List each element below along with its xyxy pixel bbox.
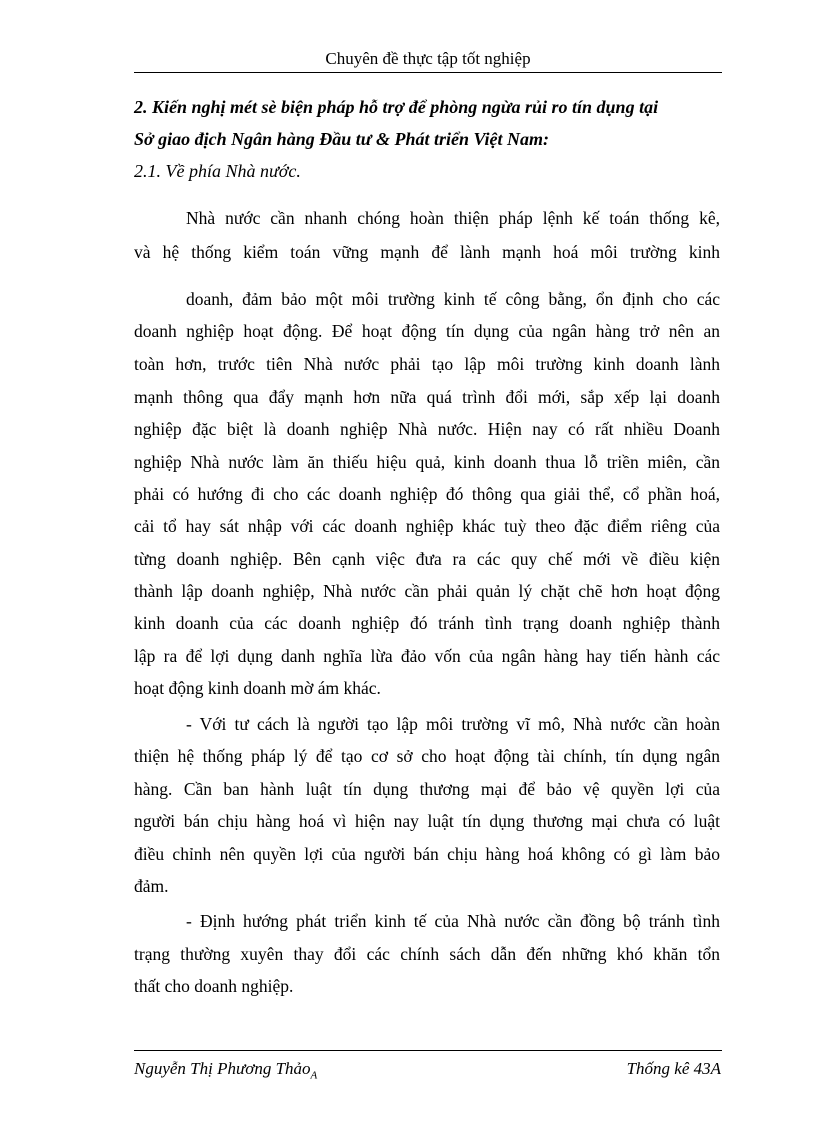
footer-divider [134,1050,722,1051]
paragraph-3-line: người bán chịu hàng hoá vì hiện nay luật tín dụng thương mại chưa có luật [134,811,720,831]
paragraph-2-line: phải có hướng đi cho các doanh nghiệp đó thông qua giải thể, cổ phần hoá, [134,484,720,504]
paragraph-1-line: và hệ thống kiểm toán vững mạnh để lành mạnh hoá môi trường kinh [134,242,720,262]
paragraph-2-line: doanh, đảm bảo một môi trường kinh tế công bằng, ổn định cho các [186,289,720,309]
paragraph-1-line: Nhà nước cần nhanh chóng hoàn thiện pháp lệnh kế toán thống kê, [186,208,720,228]
paragraph-2-line: nghiệp Nhà nước làm ăn thiếu hiệu quả, kinh doanh thua lỗ triền miên, cần [134,452,720,472]
paragraph-3-line: hàng. Cần ban hành luật tín dụng thương mại để bảo vệ quyền lợi của [134,779,720,799]
paragraph-2-line: doanh nghiệp hoạt động. Để hoạt động tín dụng của ngân hàng trở nên an [134,321,720,341]
paragraph-3-line: - Với tư cách là người tạo lập môi trường vĩ mô, Nhà nước cần hoàn [186,714,720,734]
paragraph-4-line: trạng thường xuyên thay đổi các chính sách dẫn đến những khó khăn tổn [134,944,720,964]
paragraph-2-line: mạnh thông qua đẩy mạnh hơn nữa quá trình đổi mới, sắp xếp lại doanh [134,387,720,407]
paragraph-2-line: lập ra để lợi dụng danh nghĩa lừa đảo vốn của ngân hàng hay tiến hành các [134,646,720,666]
footer-author-name: Nguyễn Thị Phương Thảo [134,1059,311,1078]
paragraph-3-line: thiện hệ thống pháp lý để tạo cơ sở cho hoạt động tài chính, tín dụng ngân [134,746,720,766]
paragraph-4-line: thất cho doanh nghiệp. [134,976,294,996]
section-heading-line-1: 2. Kiến nghị mét sè biện pháp hỗ trợ để phòng ngừa rủi ro tín dụng tại [134,97,659,117]
footer-author [134,1058,317,1086]
paragraph-2-line: thành lập doanh nghiệp, Nhà nước cần phải quản lý chặt chẽ hơn hoạt động [134,581,720,601]
subsection-heading: 2.1. Về phía Nhà nước. [134,161,301,181]
paragraph-2-line: toàn hơn, trước tiên Nhà nước phải tạo lập môi trường kinh doanh lành [134,354,720,374]
page-header-title: Chuyên đề thực tập tốt nghiệp [325,49,531,68]
paragraph-3-line: đảm. [134,876,169,896]
header-divider [134,72,722,73]
paragraph-2-line: kinh doanh của các doanh nghiệp đó tránh tình trạng doanh nghiệp thành [134,613,720,633]
section-heading-line-2: Sở giao địch Ngân hàng Đầu tư & Phát triển Việt Nam: [134,129,550,149]
paragraph-2-line: nghiệp đặc biệt là doanh nghiệp Nhà nước. Hiện nay có rất nhiều Doanh [134,419,720,439]
footer-class: Thống kê 43A [626,1059,721,1078]
paragraph-2-line: hoạt động kinh doanh mờ ám khác. [134,678,381,698]
footer-author-suffix: A [310,1069,318,1082]
paragraph-2-line: cải tổ hay sát nhập với các doanh nghiệp khác tuỳ theo đặc điểm riêng của [134,516,720,536]
paragraph-2-line: từng doanh nghiệp. Bên cạnh việc đưa ra các quy chế mới về điều kiện [134,549,720,569]
paragraph-3-line: điều chỉnh nên quyền lợi của người bán chịu hàng hoá không có gì làm bảo [134,844,720,864]
paragraph-4-line: - Định hướng phát triển kinh tế của Nhà nước cần đồng bộ tránh tình [186,911,720,931]
